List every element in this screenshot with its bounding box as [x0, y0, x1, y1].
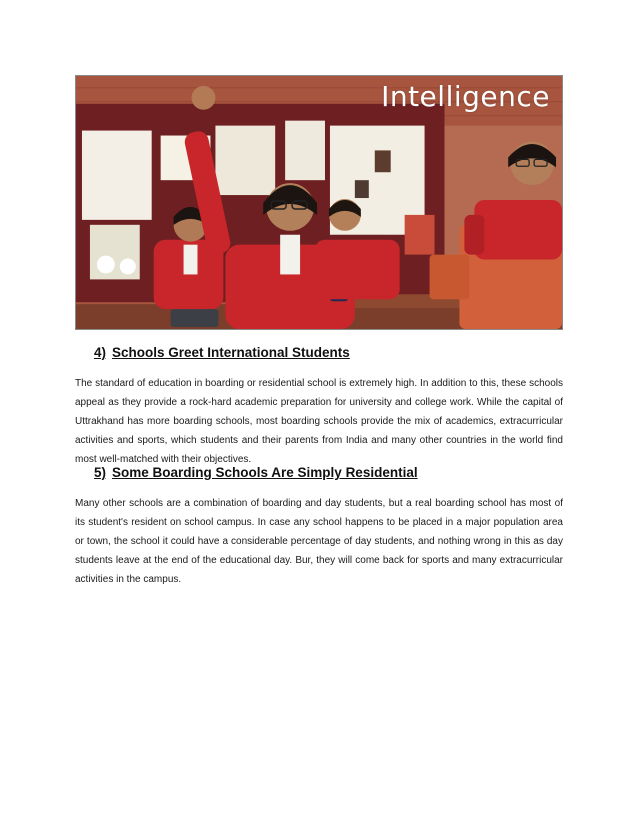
section-number: 4): [94, 345, 107, 360]
section-heading-5: [94, 465, 418, 480]
classroom-photo: [75, 75, 563, 330]
section-body-5: Many other schools are a combination of boarding and day students, but a real boarding school has most of its student's resident on school campus. In case any school happens to be placed in a major population area or town, the school it could have a considerable percentage of day students, and nothing wrong in this as day students leave at the end of the educational day. Bur, they will come back for sports and many extracurricular activities in the campus.: [75, 498, 563, 585]
image-banner-title: Intelligence: [381, 80, 550, 113]
section-title: Schools Greet International Students: [112, 345, 350, 360]
section-body-4: The standard of education in boarding or residential school is extremely high. In addition to this, these schools appeal as they provide a rock-hard academic preparation for university and college work. While the capital of Uttrakhand has more boarding schools, most boarding schools provide the mix of academics, extracurricular activities and sports, which students and their parents from India and many other countries in the world find most well-matched with their objectives.: [75, 378, 563, 465]
classroom-illustration: [76, 76, 562, 329]
section-number: 5): [94, 465, 107, 480]
section-title: Some Boarding Schools Are Simply Residential: [112, 465, 418, 480]
section-heading-4: [94, 345, 350, 360]
